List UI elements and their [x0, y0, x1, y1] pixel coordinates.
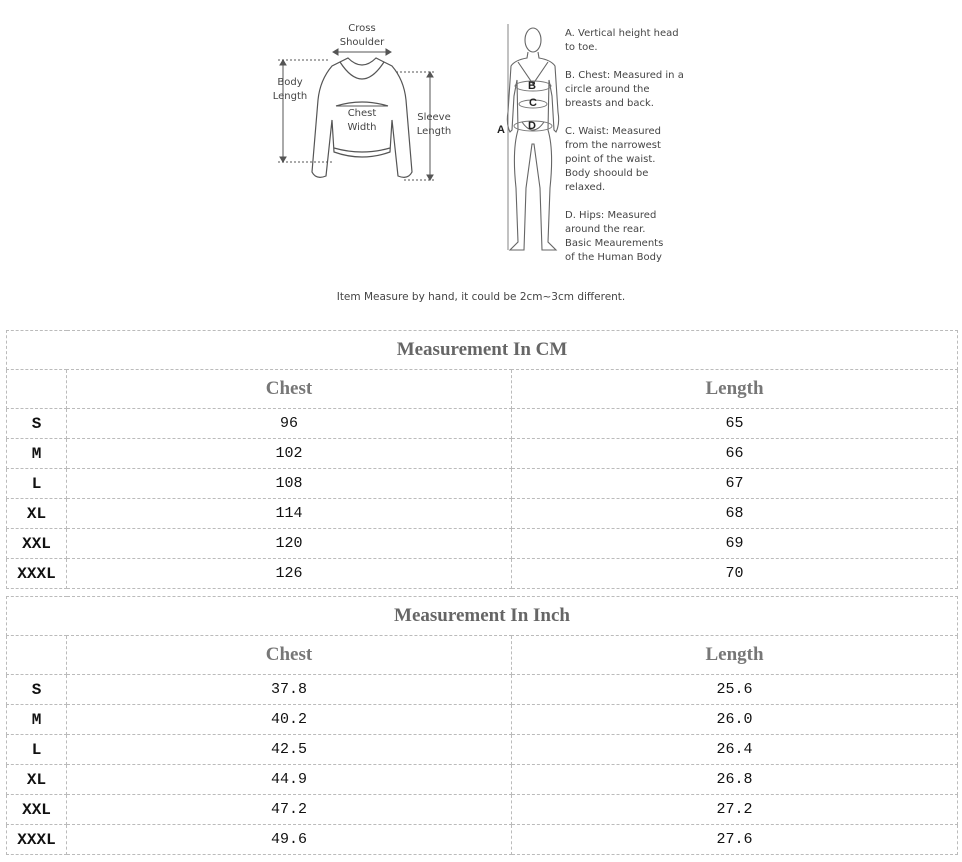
table-row [7, 529, 958, 559]
header-chest: Chest [67, 370, 512, 409]
size-cell: XXXL [7, 559, 67, 589]
chest-cell: 114 [67, 499, 512, 529]
header-length: Length [512, 636, 958, 675]
table-row [7, 825, 958, 855]
header-length: Length [512, 370, 958, 409]
note-b: B. Chest: Measured in a circle around the breasts and back. [565, 70, 684, 109]
length-cell: 25.6 [512, 675, 958, 705]
body-letter-b: B [528, 80, 536, 92]
size-cell: M [7, 705, 67, 735]
chest-cell: 42.5 [67, 735, 512, 765]
chest-cell: 126 [67, 559, 512, 589]
length-cell: 27.2 [512, 795, 958, 825]
length-cell: 67 [512, 469, 958, 499]
header-size [7, 636, 67, 675]
size-cell: XL [7, 499, 67, 529]
length-cell: 26.0 [512, 705, 958, 735]
cross-shoulder-label: Cross Shoulder [339, 23, 385, 48]
length-cell: 68 [512, 499, 958, 529]
body-length-label: Body Length [272, 77, 308, 102]
size-cell: XXXL [7, 825, 67, 855]
length-cell: 65 [512, 409, 958, 439]
measurement-table-inch [6, 596, 958, 855]
header-size [7, 370, 67, 409]
table-row [7, 559, 958, 589]
note-a: A. Vertical height head to toe. [565, 28, 679, 53]
length-cell: 69 [512, 529, 958, 559]
table-row [7, 439, 958, 469]
table-title: Measurement In Inch [7, 597, 958, 636]
length-cell: 26.4 [512, 735, 958, 765]
body-letter-c: C [529, 97, 537, 109]
table-row [7, 675, 958, 705]
measurement-diagram [0, 0, 962, 320]
sleeve-length-label: Sleeve Length [416, 112, 452, 137]
table-row [7, 735, 958, 765]
length-cell: 27.6 [512, 825, 958, 855]
human-body-icon [507, 28, 558, 250]
length-cell: 26.8 [512, 765, 958, 795]
chest-cell: 102 [67, 439, 512, 469]
note-c: C. Waist: Measured from the narrowest point of the waist. Body shoould be relaxed. [565, 126, 662, 193]
table-row [7, 409, 958, 439]
measurement-table-cm [6, 330, 958, 589]
chest-cell: 44.9 [67, 765, 512, 795]
table-row [7, 795, 958, 825]
chest-cell: 96 [67, 409, 512, 439]
chest-cell: 120 [67, 529, 512, 559]
table-row [7, 765, 958, 795]
chest-cell: 37.8 [67, 675, 512, 705]
measure-caption: Item Measure by hand, it could be 2cm~3cm different. [336, 291, 626, 303]
body-letter-a: A [497, 124, 505, 136]
size-cell: L [7, 469, 67, 499]
size-cell: M [7, 439, 67, 469]
size-cell: XXL [7, 529, 67, 559]
sweater-sketch-icon [0, 0, 962, 320]
length-cell: 66 [512, 439, 958, 469]
chest-cell: 47.2 [67, 795, 512, 825]
size-cell: XL [7, 765, 67, 795]
chest-width-label: Chest Width [347, 108, 377, 133]
size-cell: S [7, 409, 67, 439]
body-letter-d: D [528, 120, 536, 132]
length-cell: 70 [512, 559, 958, 589]
size-cell: L [7, 735, 67, 765]
table-row [7, 705, 958, 735]
chest-cell: 40.2 [67, 705, 512, 735]
chest-cell: 108 [67, 469, 512, 499]
size-cell: S [7, 675, 67, 705]
chest-cell: 49.6 [67, 825, 512, 855]
header-chest: Chest [67, 636, 512, 675]
size-cell: XXL [7, 795, 67, 825]
note-d: D. Hips: Measured around the rear. Basic Meaurements of the Human Body [565, 210, 664, 263]
table-row [7, 499, 958, 529]
table-row [7, 469, 958, 499]
table-title: Measurement In CM [7, 331, 958, 370]
